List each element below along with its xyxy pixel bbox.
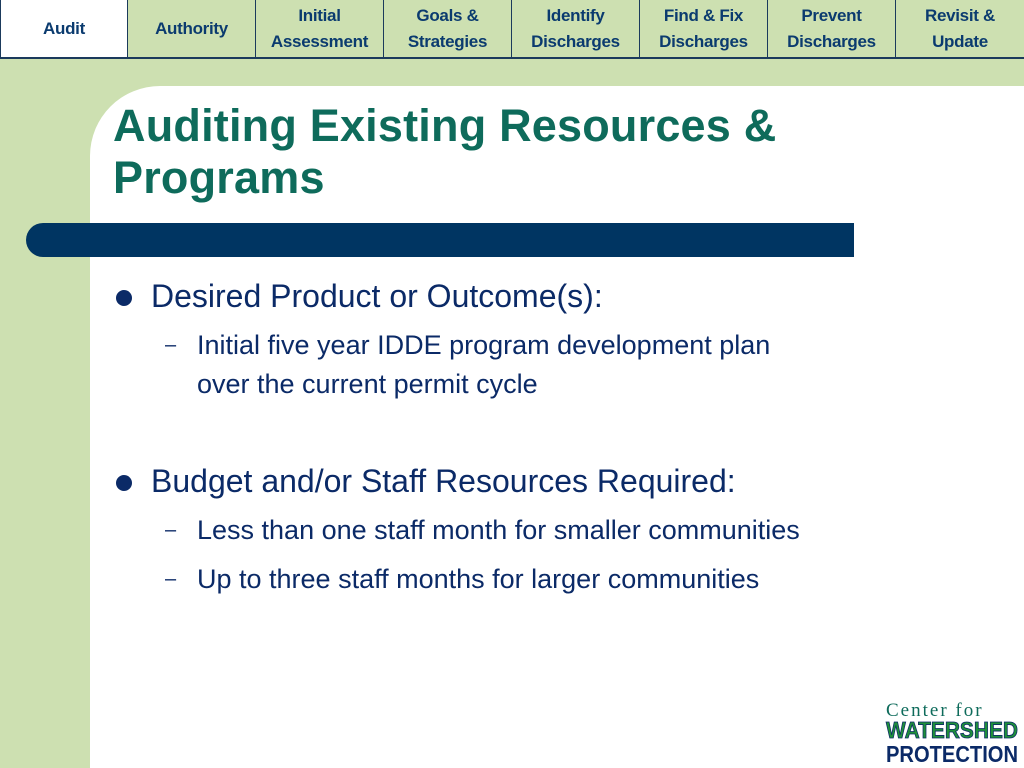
sub-item: – Up to three staff months for larger communities: [151, 560, 993, 599]
sub-list: [151, 511, 993, 599]
tab-goals-strategies[interactable]: [384, 0, 512, 57]
sub-list: [151, 326, 993, 404]
bullet-desired-outcome: [113, 274, 993, 404]
tab-identify-discharges[interactable]: [512, 0, 640, 57]
logo-line-watershed: WATERSHED: [886, 717, 1018, 743]
tab-prevent-discharges[interactable]: [768, 0, 896, 57]
bullet-dot-icon: [116, 290, 132, 306]
tab-audit[interactable]: [0, 0, 128, 57]
tab-label: Prevent Discharges: [787, 5, 876, 51]
bullet-text: Desired Product or Outcome(s):: [151, 278, 603, 314]
center-for-watershed-protection-logo: [882, 696, 1022, 766]
tab-label: Identify Discharges: [531, 5, 620, 51]
dash-icon: –: [165, 568, 177, 590]
bullet-list: [113, 274, 993, 609]
slide-title: Auditing Existing Resources & Programs: [113, 100, 777, 203]
title-divider-bar: [26, 223, 854, 257]
logo-line-center-for: Center for: [886, 700, 984, 721]
tab-label: Initial Assessment: [270, 5, 369, 51]
tab-label: Goals & Strategies: [407, 5, 488, 51]
bullet-text: Budget and/or Staff Resources Required:: [151, 463, 736, 499]
bullet-budget-staff: [113, 459, 993, 599]
tab-authority[interactable]: [128, 0, 256, 57]
dash-icon: –: [165, 334, 177, 356]
tab-label: Authority: [155, 18, 228, 38]
sub-item: – Initial five year IDDE program development plan over the current permit cycle: [151, 326, 993, 404]
tab-find-fix-discharges[interactable]: [640, 0, 768, 57]
dash-icon: –: [165, 519, 177, 541]
bullet-dot-icon: [116, 475, 132, 491]
sub-item: – Less than one staff month for smaller communities: [151, 511, 993, 550]
tab-initial-assessment[interactable]: [256, 0, 384, 57]
tab-label: Audit: [43, 18, 85, 38]
tab-revisit-update[interactable]: [896, 0, 1024, 57]
section-nav: [0, 0, 1024, 59]
logo-line-protection: PROTECTION: [886, 741, 1018, 766]
tab-label: Revisit & Update: [924, 5, 996, 51]
tab-label: Find & Fix Discharges: [659, 5, 748, 51]
